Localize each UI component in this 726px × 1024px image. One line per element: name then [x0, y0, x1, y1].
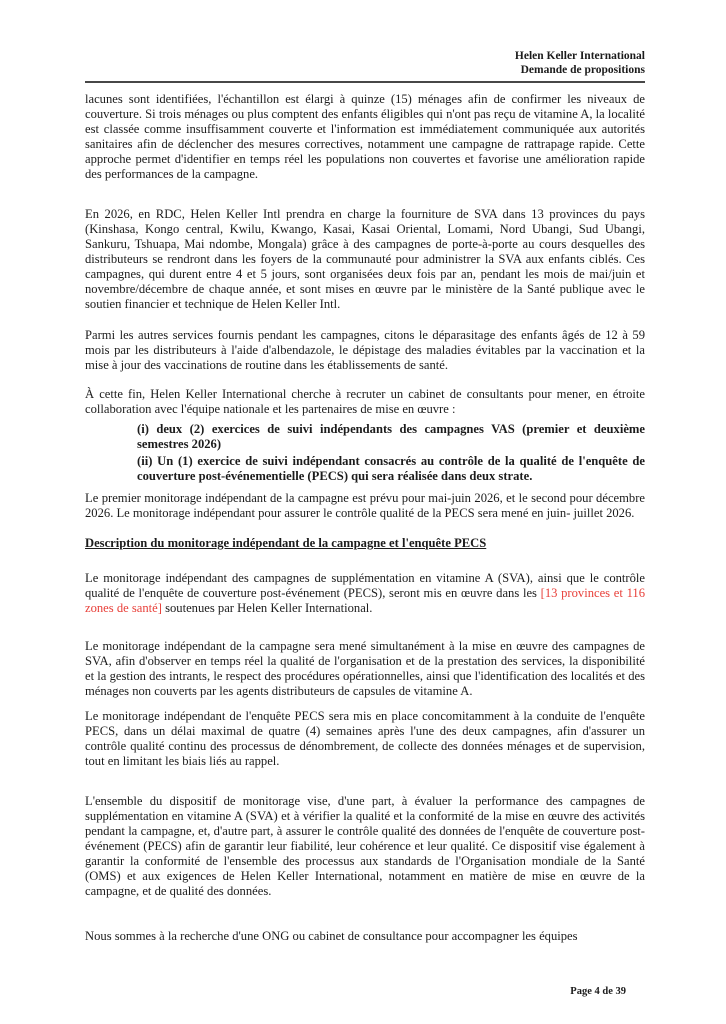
page-number: Page 4 de 39	[570, 986, 626, 997]
list-item-i: (i) deux (2) exercices de suivi indépendants des campagnes VAS (premier et deuxième semestres 2026)	[137, 422, 645, 451]
header-org-name: Helen Keller International	[514, 50, 645, 62]
paragraph-overall-objective: L'ensemble du dispositif de monitorage vise, d'une part, à évaluer la performance des campagnes de supplémentation en vitamine A (SVA) et à vérifier la qualité et la conformité de la mise en œuvre des activités pendant la campagne, et, d'autre part, à assurer le contrôle qualité des données de l'enquête de couverture post-événement (PECS) afin de garantir leur fiabilité, leur cohérence et leur qualité. Ce dispositif vise également à garantir la conformité de l'ensemble des processus aux standards de l'Organisation mondiale de la Santé (OMS) et aux exigences de Helen Keller International, notamment en matière de mise en œuvre de la campagne, et de qualité des données.	[85, 794, 645, 898]
red-annotation-provinces: [13 provinces et 116 zones de santé]	[85, 586, 645, 615]
paragraph-monitoring-schedule: Le premier monitorage indépendant de la campagne est prévu pour mai-juin 2026, et le second pour décembre 2026. Le monitorage indépendant pour assurer le contrôle qualité de la PECS sera mené en juin- juillet 2026.	[85, 491, 645, 520]
header-doc-title: Demande de propositions	[520, 63, 645, 76]
paragraph-other-services: Parmi les autres services fournis pendant les campagnes, citons le déparasitage des enfants âgés de 12 à 59 mois par les distributeurs à l'aide d'albendazole, le dépistage des maladies évitables par la vaccination et la mise à jour des vaccinations de routine dans les établissements de santé.	[85, 328, 645, 372]
paragraph-pecs-monitoring: Le monitorage indépendant de l'enquête PECS sera mis en place concomitamment à la conduite de l'enquête PECS, dans un délai maximal de quatre (4) semaines après l'une des deux campagnes, afin d'assurer un contrôle qualité continu des processus de dénombrement, de collecte des données ménages et de supervision, tout en limitant les biais liés au rappel.	[85, 709, 645, 768]
document-body	[85, 92, 645, 944]
paragraph-sampling-followup: lacunes sont identifiées, l'échantillon est élargi à quinze (15) ménages afin de confirmer les niveaux de couverture. Si trois ménages ou plus comptent des enfants éligibles qui n'ont pas reçu de vitamine A, la localité est classée comme insuffisamment couverte et l'information est immédiatement communiquée aux autorités sanitaires afin de déclencher des mesures correctives, notamment une campagne de rattrapage rapide. Cette approche permet d'identifier en temps réel les populations non couvertes et favorise une amélioration rapide des performances de la campagne.	[85, 92, 645, 181]
page-header	[85, 50, 645, 77]
list-item-ii: (ii) Un (1) exercice de suivi indépendant consacrés au contrôle de la qualité de l'enquête de couverture post-événementielle (PECS) qui sera réalisée dans deux strate.	[137, 454, 645, 483]
scope-text-before: Le monitorage indépendant des campagnes de supplémentation en vitamine A (SVA), ainsi que le contrôle qualité de l'enquête de couverture post-événement (PECS), seront mis en œuvre dans les	[85, 571, 645, 600]
paragraph-recruitment-intro: À cette fin, Helen Keller International cherche à recruter un cabinet de consultants pour mener, en étroite collaboration avec l'équipe nationale et les partenaires de mise en œuvre :	[85, 387, 645, 416]
paragraph-ong-search: Nous sommes à la recherche d'une ONG ou cabinet de consultance pour accompagner les équipes	[85, 929, 578, 943]
paragraph-scope	[85, 571, 645, 616]
paragraph-campaign-monitoring: Le monitorage indépendant de la campagne sera mené simultanément à la mise en œuvre des campagnes de SVA, afin d'observer en temps réel la qualité de l'organisation et de la prestation des services, la disponibilité et la gestion des intrants, le respect des procédures opérationnelles, ainsi que l'identification des localités et des ménages non couverts par les agents distributeurs de capsules de vitamine A.	[85, 639, 645, 698]
section-heading-description: Description du monitorage indépendant de la campagne et l'enquête PECS	[85, 536, 487, 550]
paragraph-2026-campaigns: En 2026, en RDC, Helen Keller Intl prendra en charge la fourniture de SVA dans 13 provinces du pays (Kinshasa, Kongo central, Kwilu, Kwango, Kasai, Kasai Oriental, Lomami, Nord Ubangi, Sud Ubangi, Sankuru, Tshuapa, Mai ndombe, Mongala) grâce à des campagnes de porte-à-porte au cours desquelles des distributeurs se rendront dans les foyers de la communauté pour administrer la SVA aux enfants ciblés. Ces campagnes, qui durent entre 4 et 5 jours, sont organisées deux fois par an, pendant les mois de mai/juin et novembre/décembre de chaque année, et sont mises en œuvre par le ministère de la Santé publique avec le soutien financier et technique de Helen Keller Intl.	[85, 207, 645, 311]
scope-text-after: soutenues par Helen Keller International.	[161, 601, 373, 615]
header-rule	[85, 81, 645, 83]
